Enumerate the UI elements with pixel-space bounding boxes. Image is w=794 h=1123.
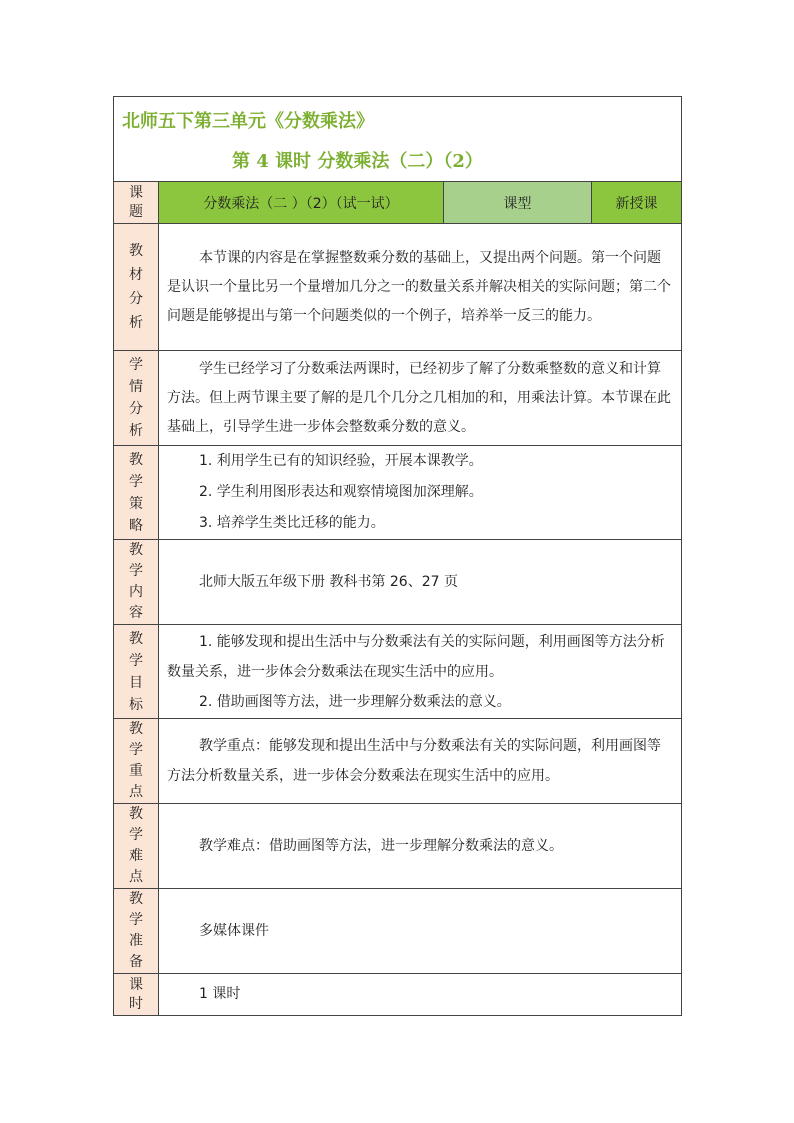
strategy-item-1: 1. 利用学生已有的知识经验，开展本课教学。 — [199, 453, 483, 469]
students-content — [159, 351, 682, 446]
key-points-text: 教学重点：能够发现和提出生活中与分数乘法有关的实际问题，利用画图等方法分析数量关系，进一步体会分数乘法在现实生活中的应用。 — [167, 738, 661, 784]
key-points-label-text: 教学重点 — [129, 721, 143, 800]
preparation-label-text: 教学准备 — [129, 891, 143, 970]
goals-content — [159, 625, 682, 719]
strategy-label — [114, 446, 159, 540]
material-label-text: 教材分析 — [129, 243, 143, 331]
lesson-plan-table — [113, 96, 682, 1016]
content-text: 北师大版五年级下册 教科书第 26、27 页 — [199, 573, 458, 590]
strategy-item-2: 2. 学生利用图形表达和观察情境图加深理解。 — [199, 484, 483, 500]
students-text: 学生已经学习了分数乘法两课时，已经初步了解了分数乘整数的意义和计算方法。但上两节课主要了解的是几个几分之几相加的和，用乘法计算。本节课在此基础上，引导学生进一步体会整数乘分数的意义。 — [167, 360, 671, 435]
content-label-text: 教学内容 — [129, 542, 143, 621]
material-label — [114, 224, 159, 351]
preparation-label — [114, 889, 159, 974]
difficulties-content — [159, 804, 682, 889]
strategy-label-text: 教学策略 — [129, 451, 143, 534]
hours-text: 1 课时 — [199, 986, 241, 1002]
goals-item-2: 2. 借助画图等方法，进一步理解分数乘法的意义。 — [199, 693, 511, 710]
topic-value: 分数乘法（二 ）（2）（试一试） — [159, 182, 444, 224]
goals-label-text: 教学目标 — [129, 630, 143, 713]
type-label: 课型 — [444, 182, 592, 224]
goals-item-1: 1. 能够发现和提出生活中与分数乘法有关的实际问题，利用画图等方法分析数量关系，进一步体会分数乘法在现实生活中的应用。 — [167, 633, 665, 680]
hours-label — [114, 974, 159, 1016]
material-content — [159, 224, 682, 351]
unit-title: 北师五下第三单元《分数乘法》 — [122, 111, 374, 132]
content-label — [114, 540, 159, 625]
preparation-content — [159, 889, 682, 974]
students-label-text: 学情分析 — [129, 357, 143, 439]
hours-label-text: 课时 — [129, 976, 143, 1012]
difficulties-text: 教学难点：借助画图等方法，进一步理解分数乘法的意义。 — [199, 837, 563, 854]
key-points-content — [159, 719, 682, 804]
lesson-title: 第 4 课时 分数乘法（二）（2） — [232, 151, 483, 172]
students-label — [114, 351, 159, 446]
material-text: 本节课的内容是在掌握整数乘分数的基础上，又提出两个问题。第一个问题是认识一个量比另一个量增加几分之一的数量关系并解决相关的实际问题；第二个问题是能够提出与第一个问题类似的一个例子，培养举一反三的能力。 — [167, 249, 671, 324]
key-points-label — [114, 719, 159, 804]
preparation-text: 多媒体课件 — [199, 922, 269, 939]
goals-label — [114, 625, 159, 719]
topic-label: 课题 — [114, 182, 159, 224]
strategy-item-3: 3. 培养学生类比迁移的能力。 — [199, 515, 385, 531]
strategy-content — [159, 446, 682, 540]
title-cell — [114, 97, 682, 182]
content-content — [159, 540, 682, 625]
difficulties-label — [114, 804, 159, 889]
hours-content — [159, 974, 682, 1016]
difficulties-label-text: 教学难点 — [129, 806, 143, 885]
type-value: 新授课 — [592, 182, 682, 224]
